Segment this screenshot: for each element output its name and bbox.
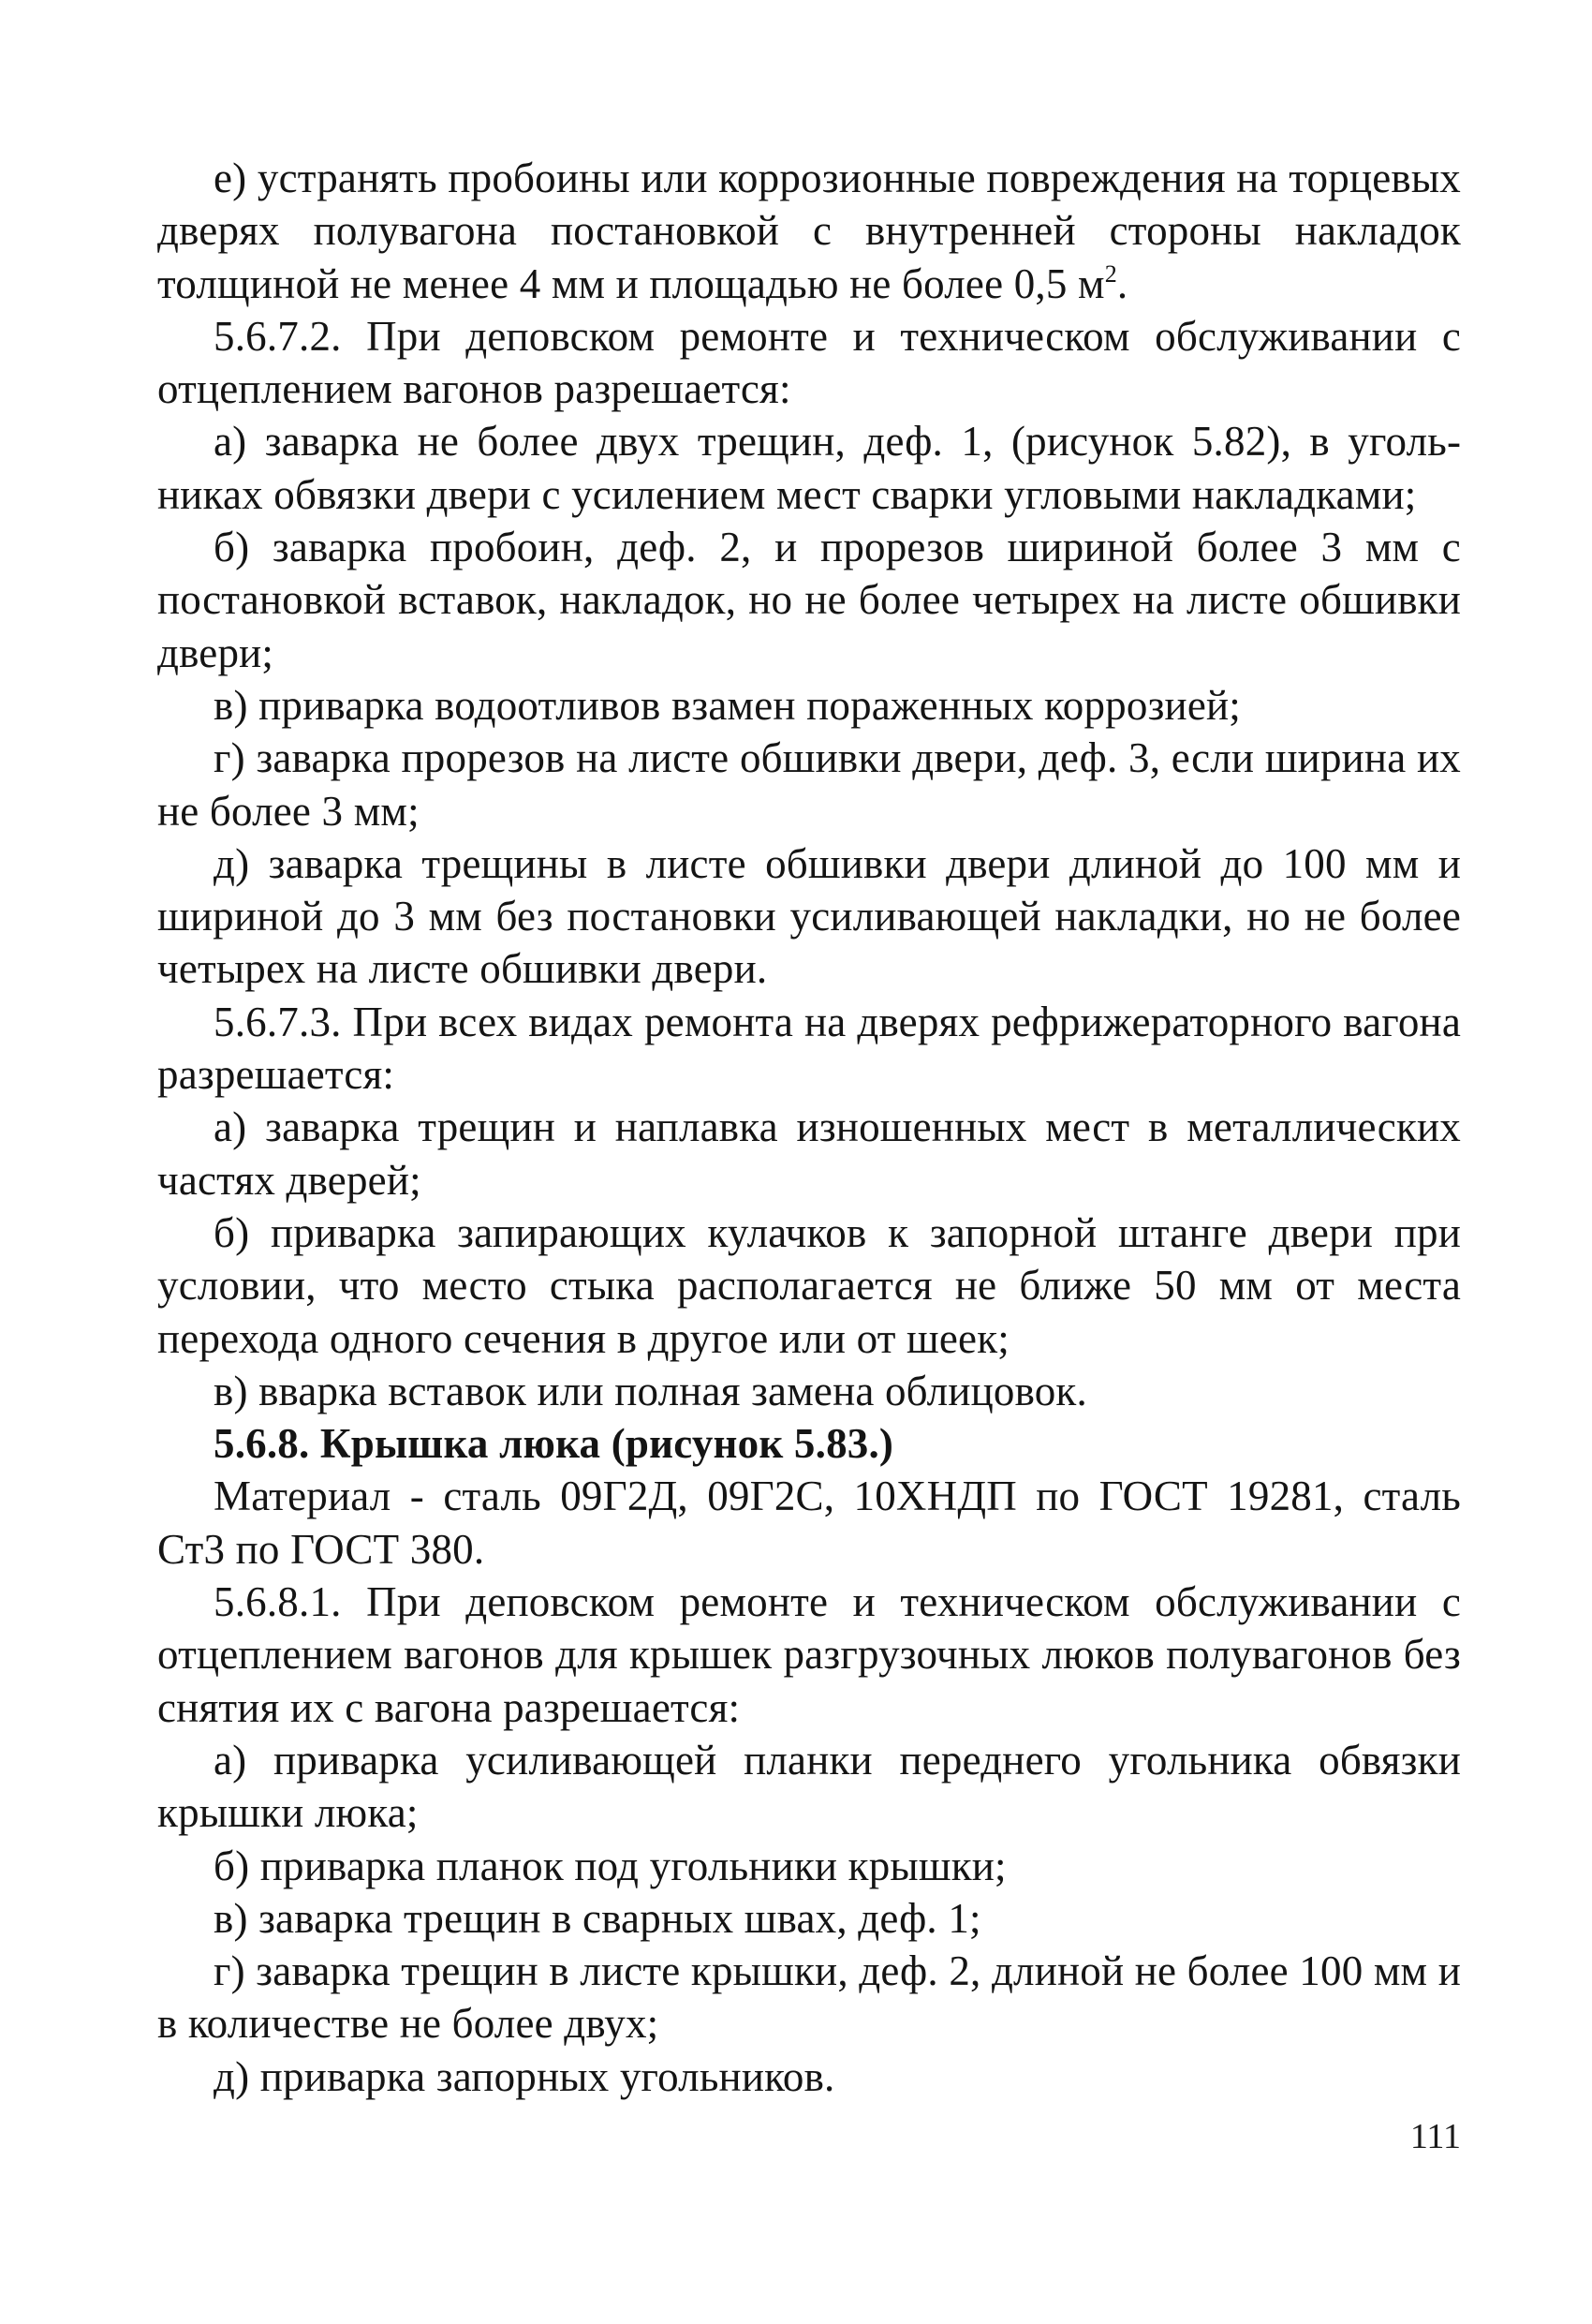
list-item-v: в) приварка водоотливов взамен пораженных коррозией;	[214, 681, 1241, 729]
clause-5-6-7-2: 5.6.7.2. При деповском ремонте и техническом обслуживании с отцеплением вагонов разрешается:	[157, 312, 1461, 413]
clause-5-6-8-1: 5.6.8.1. При деповском ремонте и техническом обслуживании с отцеплением вагонов для крышек разгрузочных люков полувагонов без снятия их с вагона разрешается:	[157, 1578, 1461, 1731]
list-item-a: а) приварка усиливающей планки переднего угольника обвязки крышки люка;	[157, 1736, 1461, 1837]
list-item-b: б) приварка запирающих кулачков к запорной штанге двери при условии, что место стыка располагается не ближе 50 мм от места перехода одного сечения в другое или от шеек;	[157, 1208, 1461, 1362]
page-number: 111	[1409, 2117, 1461, 2156]
list-item-v: в) вварка вставок или полная замена облицовок.	[214, 1367, 1087, 1414]
list-item-b: б) заварка пробоин, деф. 2, и прорезов шириной более 3 мм с постановкой вставок, накладок, но не более четырех на листе обшивки двери;	[157, 524, 1461, 676]
material-paragraph: Материал - сталь 09Г2Д, 09Г2С, 10ХНДП по ГОСТ 19281, сталь Ст3 по ГОСТ 380.	[157, 1473, 1461, 1573]
list-item-g: г) заварка прорезов на листе обшивки двери, деф. 3, если ширина их не более 3 мм;	[157, 734, 1461, 835]
list-item-b: б) приварка планок под угольники крышки;	[214, 1842, 1007, 1889]
paragraph-tail: .	[1116, 259, 1128, 307]
list-item-d: д) приварка запорных угольников.	[214, 2052, 835, 2100]
list-item-a: а) заварка не более двух трещин, деф. 1, (рисунок 5.82), в угольниках обвязки двери с усилением мест сварки угловыми накладками;	[157, 418, 1461, 518]
list-item-a: а) заварка трещин и наплавка изношенных мест в металлических частях дверей;	[157, 1103, 1461, 1204]
paragraph-door-repair-e	[157, 152, 1461, 310]
paragraph-text: е) устранять пробоины или коррозионные повреждения на торцевых дверях полувагона постановкой с внутренней стороны накладок толщиной не менее 4 мм и площадью не более 0,5 м	[157, 155, 1461, 307]
list-item-v: в) заварка трещин в сварных швах, деф. 1;	[214, 1894, 981, 1942]
list-item-d: д) заварка трещины в листе обшивки двери длиной до 100 мм и шириной до 3 мм без постановки усиливающей накладки, но не более четырех на листе обшивки двери.	[157, 839, 1461, 993]
list-item-g: г) заварка трещин в листе крышки, деф. 2, длиной не более 100 мм и в количестве не более двух;	[157, 1947, 1461, 2048]
section-heading-5-6-8: 5.6.8. Крышка люка (рисунок 5.83.)	[214, 1420, 894, 1468]
clause-5-6-7-3: 5.6.7.3. При всех видах ремонта на дверях рефрижераторного вагона разрешается:	[157, 998, 1461, 1099]
document-page	[157, 152, 1461, 2103]
superscript-exponent: 2	[1104, 259, 1117, 288]
